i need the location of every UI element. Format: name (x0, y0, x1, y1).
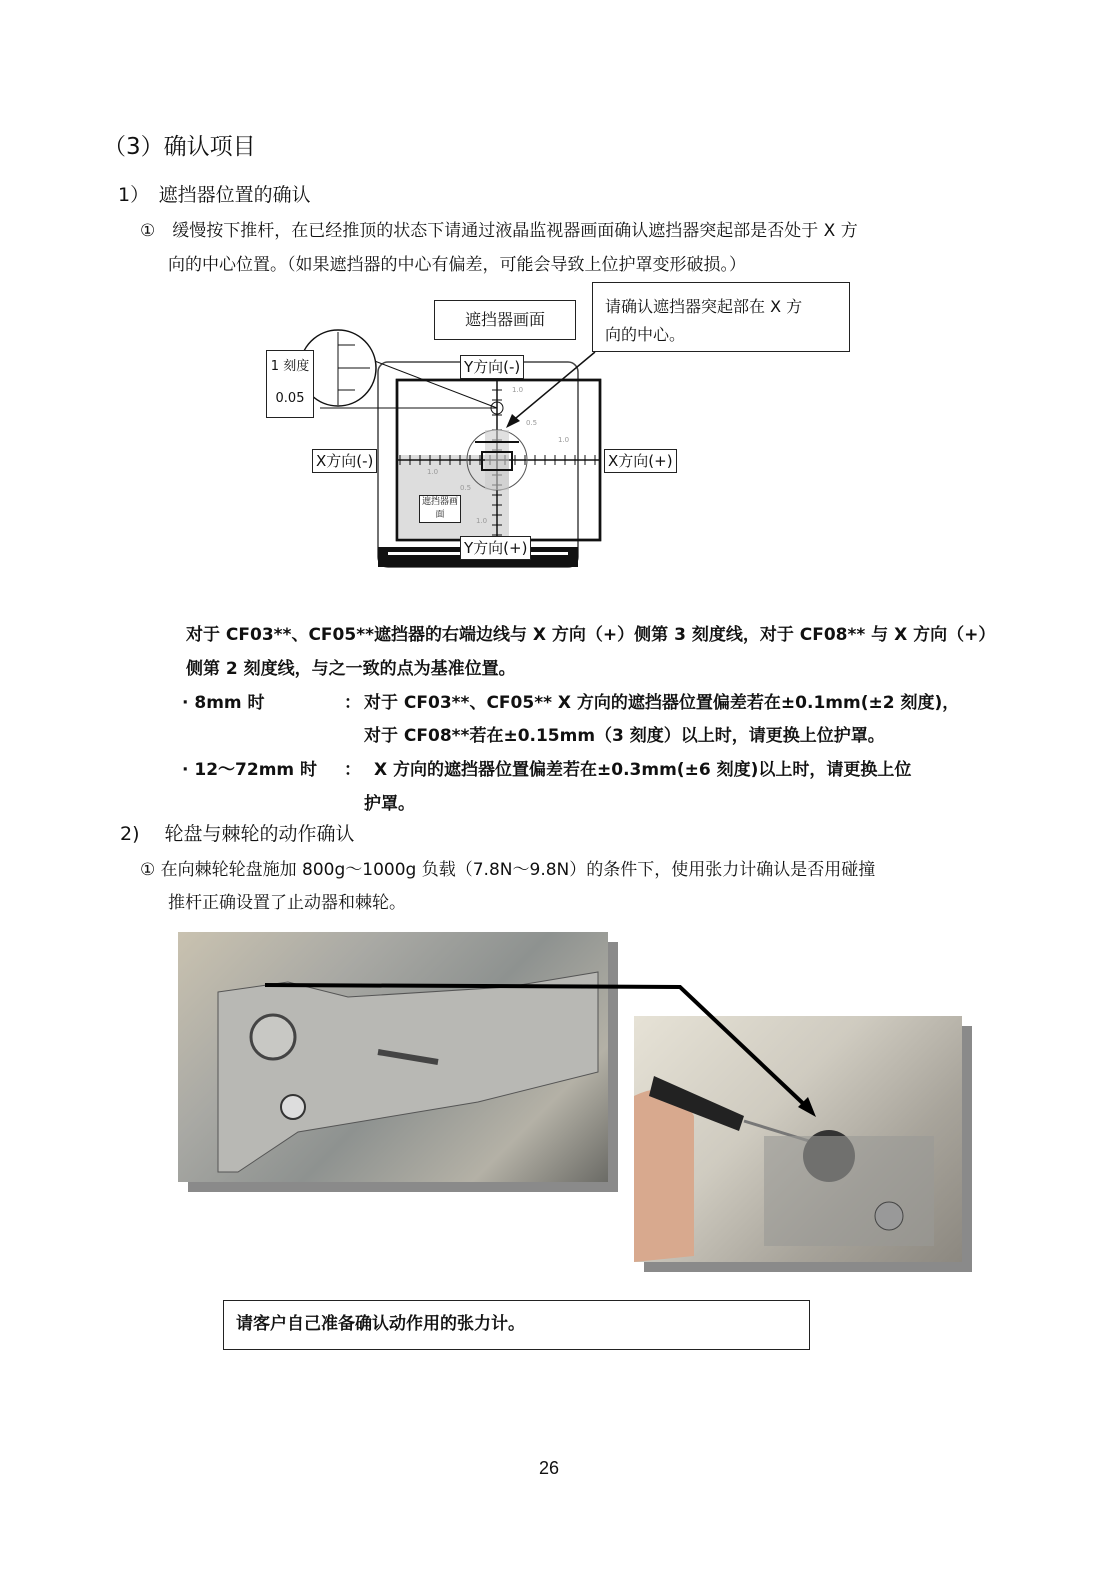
bullet-12-72mm-label: · 12～72mm 时 (182, 760, 318, 780)
x-plus-label: X方向(+) (604, 449, 677, 473)
scale-value: 0.05 (275, 391, 305, 406)
tick-label: 1.0 (558, 436, 570, 444)
item2-step-line2: 推杆正确设置了止动器和棘轮。 (168, 893, 406, 913)
bullet-12-72mm-text2: 护罩。 (364, 794, 415, 814)
callout-line2: 向的中心。 (605, 325, 686, 344)
scale-box (266, 350, 314, 418)
bullet-8mm-text2: 对于 CF08**若在±0.15mm（3 刻度）以上时，请更换上位护罩。 (364, 726, 885, 746)
section-title: （3）确认项目 (103, 134, 256, 160)
item1-step-line1: ① 缓慢按下推杆，在已经推顶的状态下请通过液晶监视器画面确认遮挡器突起部是否处于 X 方 (140, 221, 858, 241)
tick-label: 1.0 (476, 517, 488, 525)
page-number: 26 (539, 1458, 560, 1478)
bullet-12-72mm-colon: ： (344, 760, 361, 780)
tick-label: 1.0 (512, 386, 524, 394)
tick-label: 0.5 (526, 419, 538, 427)
criteria-line1: 对于 CF03**、CF05**遮挡器的右端边线与 X 方向（+）侧第 3 刻度线，对于 CF08** 与 X 方向（+） (186, 625, 996, 645)
callout-line1: 请确认遮挡器突起部在 X 方 (605, 297, 803, 316)
inner-shutter-label: 遮挡器画面 (419, 495, 461, 523)
scale-label: 1 刻度 (270, 359, 310, 374)
bullet-8mm-label: · 8mm 时 (182, 693, 265, 713)
pointer-arrow (260, 975, 820, 1125)
criteria-line2: 侧第 2 刻度线，与之一致的点为基准位置。 (186, 659, 516, 679)
x-minus-label: X方向(-) (312, 449, 377, 473)
bullet-8mm-text1: 对于 CF03**、CF05** X 方向的遮挡器位置偏差若在±0.1mm(±2 刻度)， (364, 693, 960, 713)
bullet-12-72mm-text1: X 方向的遮挡器位置偏差若在±0.3mm(±6 刻度)以上时，请更换上位 (374, 760, 912, 780)
item2-step-line1: ① 在向棘轮轮盘施加 800g～1000g 负载（7.8N～9.8N）的条件下，使用张力计确认是否用碰撞 (140, 860, 876, 880)
shutter-screen-label: 遮挡器画面 (434, 300, 576, 340)
tick-label: 1.0 (427, 468, 439, 476)
item1-heading: 1） 遮挡器位置的确认 (118, 184, 311, 206)
callout-box (592, 282, 850, 352)
tick-label: 0.5 (460, 484, 472, 492)
bullet-8mm-colon: ： (344, 693, 361, 713)
item1-step-line2: 向的中心位置。（如果遮挡器的中心有偏差，可能会导致上位护罩变形破损。） (168, 255, 746, 275)
y-plus-label: Y方向(+) (460, 536, 531, 560)
y-minus-label: Y方向(-) (460, 355, 524, 379)
note-box: 请客户自己准备确认动作用的张力计。 (223, 1300, 810, 1350)
item2-heading: 2) 轮盘与棘轮的动作确认 (120, 823, 355, 845)
